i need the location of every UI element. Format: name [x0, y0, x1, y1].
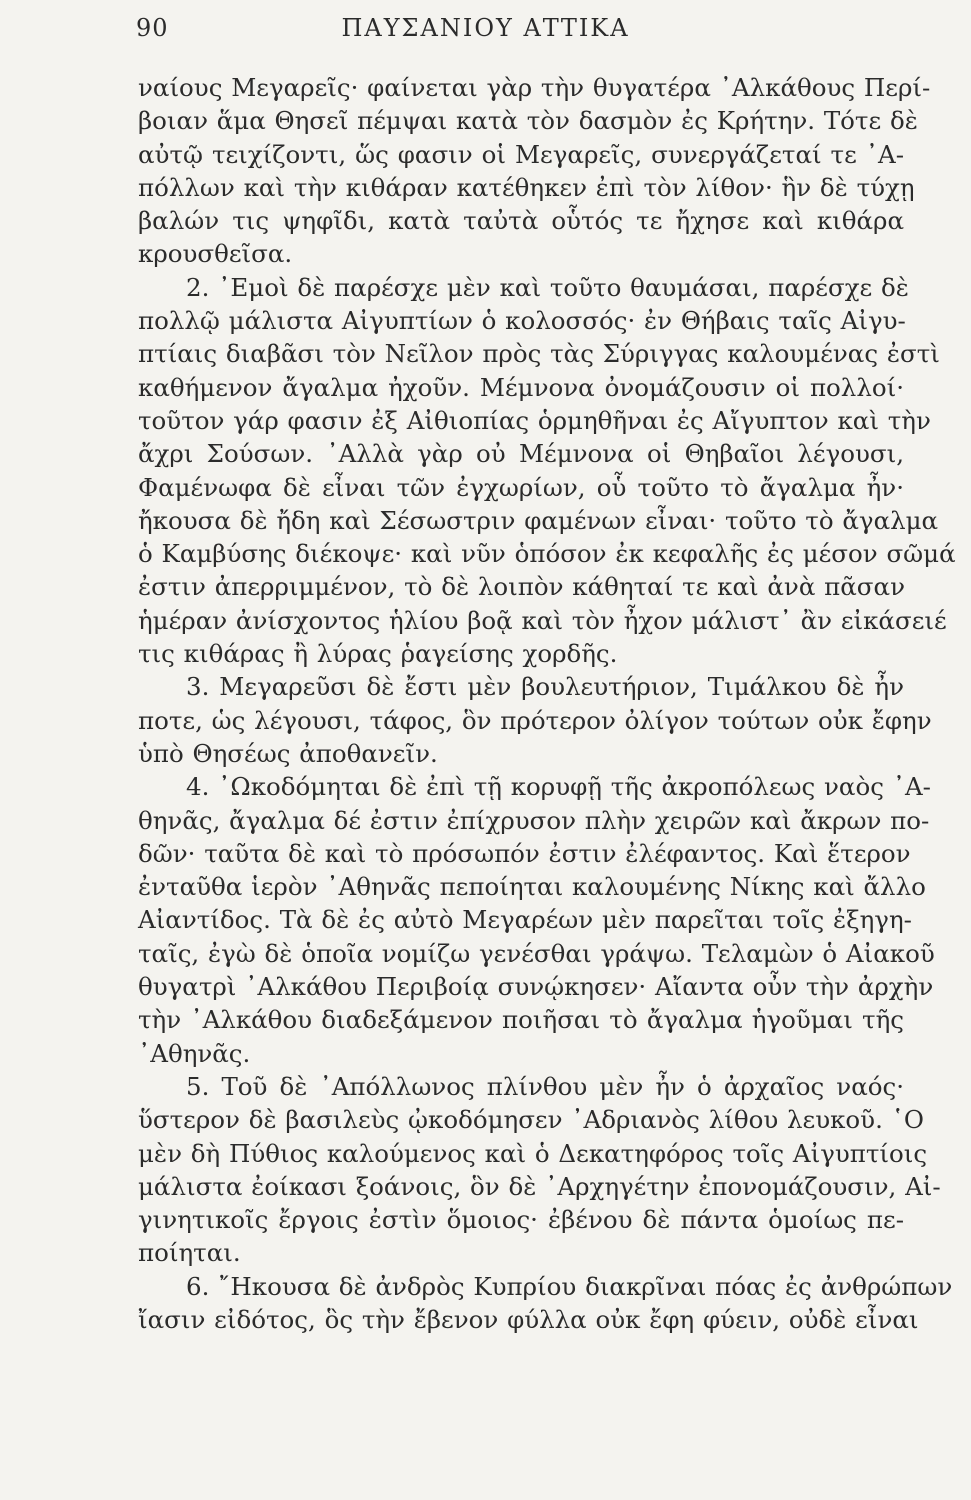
- text-line: θηνᾶς, ἄγαλμα δέ ἐστιν ἐπίχρυσον πλὴν χειρῶν καὶ ἄκρων πο-: [138, 805, 930, 835]
- text-line: ἤκουσα δὲ ἤδη καὶ Σέσωστριν φαμένων εἶναι· τοῦτο τὸ ἄγαλμα: [138, 505, 939, 535]
- text-line: ὕστερον δὲ βασιλεὺς ᾠκοδόμησεν ᾿Αδριανὸς λίθου λευκοῦ. ῾Ο: [138, 1105, 924, 1135]
- text-line: καθήμενον ἄγαλμα ἠχοῦν. Μέμνονα ὀνομάζουσιν οἱ πολλοί·: [138, 372, 904, 402]
- page-header: [0, 10, 971, 50]
- text-line: τοῦτον γάρ φασιν ἐξ Αἰθιοπίας ὁρμηθῆναι ἐς Αἴγυπτον καὶ τὴν: [138, 405, 931, 435]
- text-line: 5. Τοῦ δὲ ᾿Απόλλωνος πλίνθου μὲν ἦν ὁ ἀρχαῖος ναός·: [186, 1071, 904, 1101]
- text-line: κρουσθεῖσα.: [138, 239, 293, 269]
- text-line: ᾿Αθηνᾶς.: [138, 1038, 251, 1068]
- text-line: Φαμένωφα δὲ εἶναι τῶν ἐγχωρίων, οὗ τοῦτο τὸ ἄγαλμα ἦν·: [138, 472, 904, 502]
- text-line: μὲν δὴ Πύθιος καλούμενος καὶ ὁ Δεκατηφόρος τοῖς Αἰγυπτίοις: [138, 1138, 928, 1168]
- text-line: δῶν· ταῦτα δὲ καὶ τὸ πρόσωπόν ἐστιν ἐλέφαντος. Καὶ ἕτερον: [138, 838, 911, 868]
- text-line: ἐνταῦθα ἱερὸν ᾿Αθηνᾶς πεποίηται καλουμένης Νίκης καὶ ἄλλο: [138, 872, 926, 902]
- text-line: ἡμέραν ἀνίσχοντος ἡλίου βοᾷ καὶ τὸν ἦχον μάλιστ᾽ ἂν εἰκάσειέ: [138, 605, 947, 635]
- text-line: βοιαν ἅμα Θησεῖ πέμψαι κατὰ τὸν δασμὸν ἐς Κρήτην. Τότε δὲ: [138, 106, 918, 136]
- text-line: πόλλων καὶ τὴν κιθάραν κατέθηκεν ἐπὶ τὸν λίθον· ἣν δὲ τύχῃ: [138, 172, 915, 202]
- text-line: ναίους Μεγαρεῖς· φαίνεται γὰρ τὴν θυγατέρα ᾿Αλκάθους Περί-: [138, 73, 931, 102]
- text-line: 2. ᾿Εμοὶ δὲ παρέσχε μὲν καὶ τοῦτο θαυμάσαι, παρέσχε δὲ: [186, 272, 909, 302]
- text-line: Αἰαντίδος. Τὰ δὲ ἐς αὐτὸ Μεγαρέων μὲν παρεῖται τοῖς ἐξηγη-: [138, 905, 912, 935]
- text-line: αὐτῷ τειχίζοντι, ὥς φασιν οἱ Μεγαρεῖς, συνεργάζεταί τε ᾿Α-: [138, 139, 904, 169]
- text-line: ὑπὸ Θησέως ἀποθανεῖν.: [138, 738, 438, 768]
- text-line: ἄχρι Σούσων. ᾿Αλλὰ γὰρ οὐ Μέμνονα οἱ Θηβαῖοι λέγουσι,: [138, 439, 904, 469]
- text-line: ἐστιν ἀπερριμμένον, τὸ δὲ λοιπὸν κάθηταί τε καὶ ἀνὰ πᾶσαν: [138, 572, 905, 602]
- text-line: πτίαις διαβᾶσι τὸν Νεῖλον πρὸς τὰς Σύριγγας καλουμένας ἐστὶ: [138, 339, 940, 369]
- text-line: μάλιστα ἐοίκασι ξοάνοις, ὃν δὲ ᾿Αρχηγέτην ἐπονομάζουσιν, Αἰ-: [138, 1171, 941, 1201]
- text-line: ἴασιν εἰδότος, ὃς τὴν ἔβενον φύλλα οὐκ ἔφη φύειν, οὐδὲ εἶναι: [138, 1304, 919, 1334]
- text-line: ποίηται.: [138, 1238, 241, 1268]
- running-title: ΠΑΥΣΑΝΙΟΥ ΑΤΤΙΚΑ: [341, 14, 630, 42]
- text-line: ὁ Καμβύσης διέκοψε· καὶ νῦν ὁπόσον ἐκ κεφαλῆς ἐς μέσον σῶμά: [138, 539, 956, 569]
- text-line: 6. ῎Ηκουσα δὲ ἀνδρὸς Κυπρίου διακρῖναι πόας ἐς ἀνθρώπων: [186, 1271, 953, 1301]
- page-number: 90: [136, 14, 169, 42]
- text-line: 4. ᾿Ωκοδόμηται δὲ ἐπὶ τῇ κορυφῇ τῆς ἀκροπόλεως ναὸς ᾿Α-: [186, 772, 931, 802]
- text-line: βαλών τις ψηφῖδι, κατὰ ταὐτὰ οὗτός τε ἤχησε καὶ κιθάρα: [138, 206, 904, 236]
- text-line: θυγατρὶ ᾿Αλκάθου Περιβοίᾳ συνῴκησεν· Αἴαντα οὖν τὴν ἀρχὴν: [138, 972, 934, 1002]
- text-line: τὴν ᾿Αλκάθου διαδεξάμενον ποιῆσαι τὸ ἄγαλμα ἡγοῦμαι τῆς: [138, 1005, 904, 1035]
- text-line: γινητικοῖς ἔργοις ἐστὶν ὅμοιος· ἐβένου δὲ πάντα ὁμοίως πε-: [138, 1205, 904, 1235]
- text-line: ταῖς, ἐγὼ δὲ ὁποῖα νομίζω γενέσθαι γράψω. Τελαμὼν ὁ Αἰακοῦ: [138, 938, 935, 968]
- text-line: πολλῷ μάλιστα Αἰγυπτίων ὁ κολοσσός· ἐν Θήβαις ταῖς Αἰγυ-: [138, 306, 906, 336]
- text-body: [138, 71, 956, 1336]
- text-line: ποτε, ὡς λέγουσι, τάφος, ὃν πρότερον ὀλίγον τούτων οὐκ ἔφην: [138, 705, 932, 735]
- text-line: τις κιθάρας ἢ λύρας ῥαγείσης χορδῆς.: [138, 639, 618, 669]
- text-line: 3. Μεγαρεῦσι δὲ ἔστι μὲν βουλευτήριον, Τιμάλκου δὲ ἦν: [186, 672, 904, 702]
